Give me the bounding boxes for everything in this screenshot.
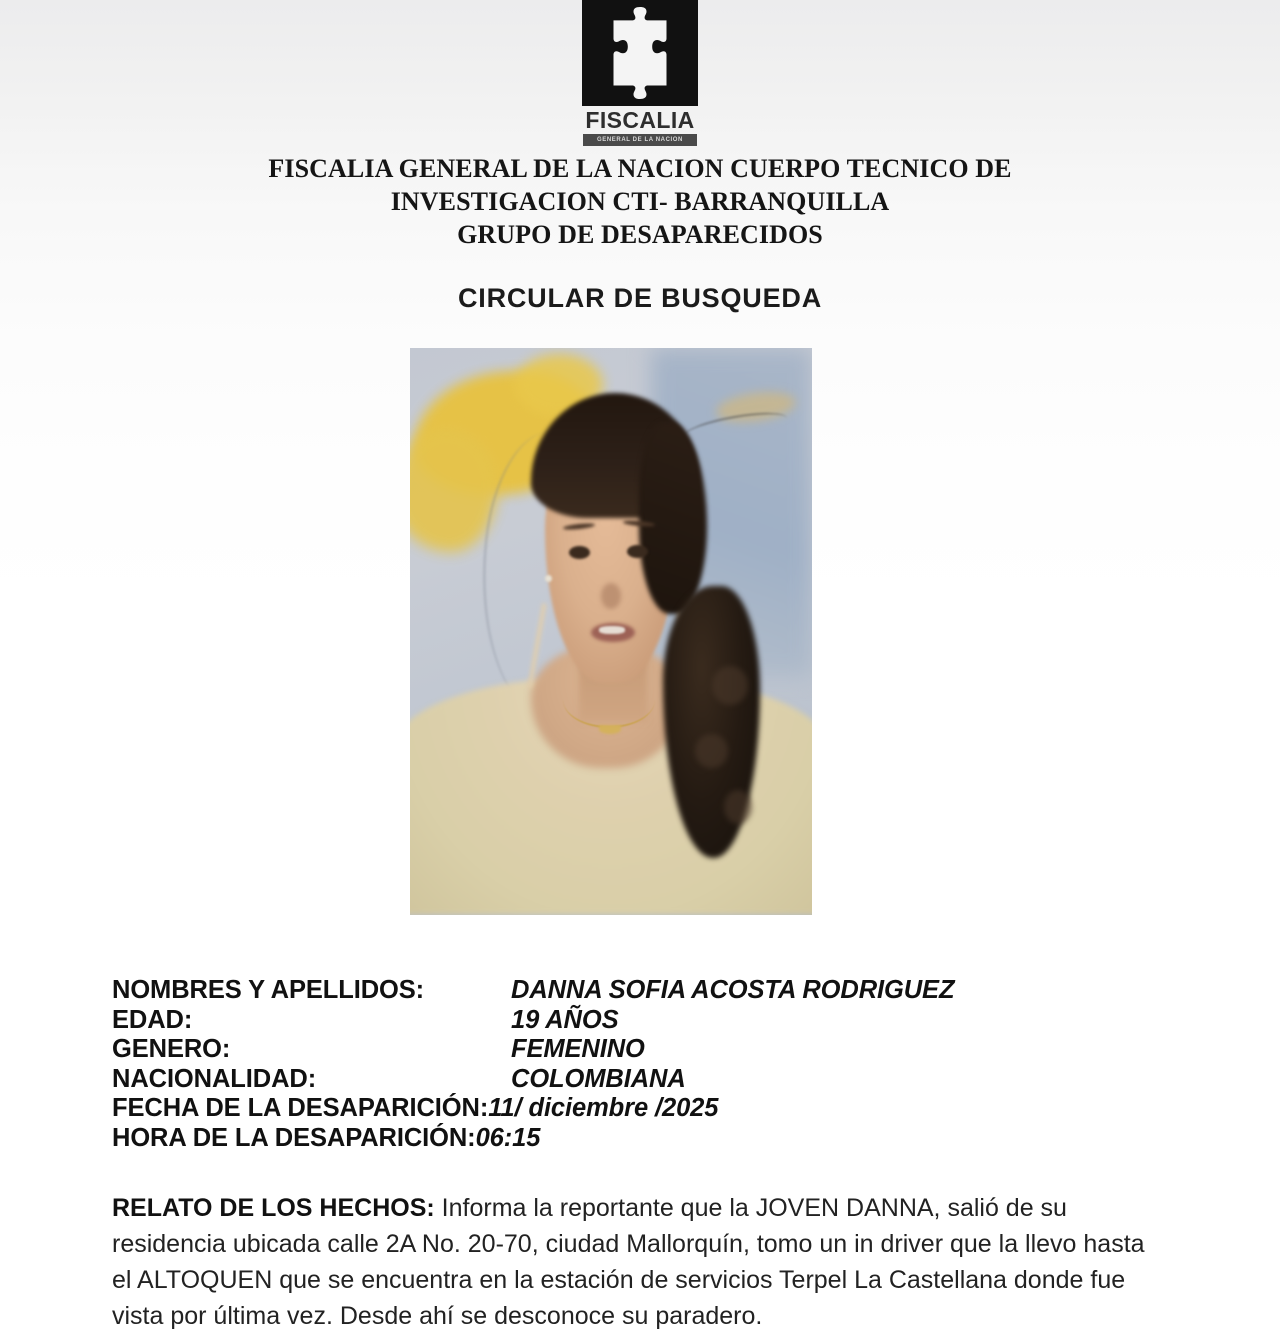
fiscalia-logo	[578, 0, 702, 146]
puzzle-piece-icon	[582, 0, 698, 106]
detail-value: 19 AÑOS	[511, 1005, 619, 1034]
narrative-body: Informa la reportante que la JOVEN DANNA, salió de su residencia ubicada calle 2A No. 20-70, ciudad Mallorquín, tomo un in driver que la llevo hasta el ALTOQUEN que se encuentra en la estación de servicios Terpel La Castellana donde fue vista por última vez. Desde ahí se desconoce su paradero.	[112, 1194, 1145, 1330]
photo-eye-right	[627, 545, 648, 558]
photo-teeth	[599, 626, 625, 634]
detail-value: COLOMBIANA	[511, 1064, 686, 1093]
photo-nose	[601, 583, 621, 609]
narrative-heading: RELATO DE LOS HECHOS:	[112, 1194, 435, 1222]
detail-row	[112, 1035, 1172, 1065]
detail-label: EDAD:	[112, 1005, 193, 1034]
person-details	[112, 976, 1172, 1153]
detail-label: HORA DE LA DESAPARICIÓN:	[112, 1123, 476, 1152]
detail-value: DANNA SOFIA ACOSTA RODRIGUEZ	[511, 976, 955, 1004]
photo-earring	[545, 575, 552, 582]
detail-row	[112, 1065, 1172, 1095]
photo-hair-curl-1	[712, 666, 748, 706]
detail-row	[112, 976, 1172, 1006]
agency-header-line-3: GRUPO DE DESAPARECIDOS	[457, 220, 823, 249]
detail-label: GENERO:	[112, 1035, 231, 1063]
agency-header-line-1: FISCALIA GENERAL DE LA NACION CUERPO TECNICO DE	[268, 154, 1012, 183]
missing-person-photo	[410, 348, 812, 915]
logo-wordmark: FISCALIA	[585, 107, 695, 133]
detail-label: FECHA DE LA DESAPARICIÓN:	[112, 1094, 489, 1122]
page-title: CIRCULAR DE BUSQUEDA	[457, 283, 822, 313]
detail-row	[112, 1094, 1172, 1124]
detail-label: NOMBRES Y APELLIDOS:	[112, 976, 425, 1004]
detail-row	[112, 1124, 1172, 1154]
detail-row	[112, 1006, 1172, 1036]
photo-hair-curl-3	[724, 790, 752, 824]
narrative-paragraph	[112, 1190, 1147, 1334]
photo-hair-curl-2	[695, 734, 727, 768]
detail-value: 06:15	[475, 1123, 541, 1152]
detail-value: 11/ diciembre /2025	[488, 1094, 719, 1122]
agency-header-line-2: INVESTIGACION CTI- BARRANQUILLA	[390, 187, 890, 216]
logo-subtitle: GENERAL DE LA NACION	[583, 134, 697, 146]
photo-necklace-pendant	[599, 725, 621, 734]
detail-label: NACIONALIDAD:	[112, 1064, 317, 1093]
detail-value: FEMENINO	[511, 1035, 645, 1063]
agency-header	[0, 152, 1280, 251]
